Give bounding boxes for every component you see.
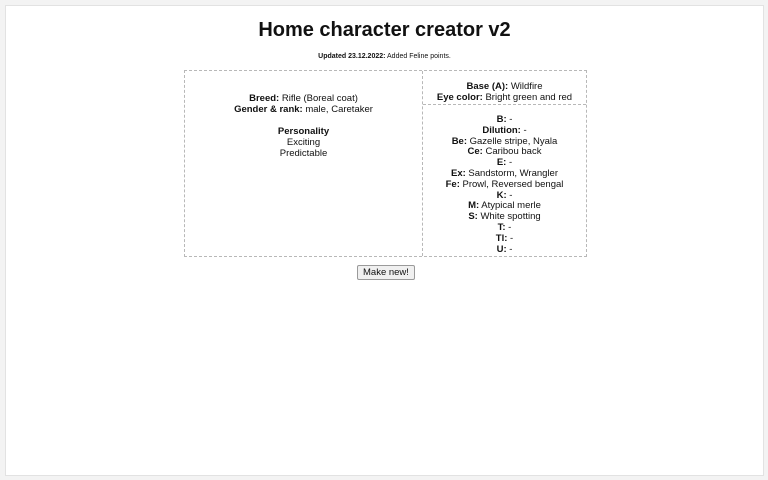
gene-label: E: [496, 157, 507, 169]
eye-color-value: Bright green and red [482, 91, 573, 103]
gene-label: T: [497, 221, 506, 233]
breed-value: Rifle (Boreal coat) [279, 93, 358, 104]
genes-section [423, 105, 586, 255]
gene-label: B: [496, 114, 507, 125]
gene-value: - [506, 243, 513, 255]
gene-label: K: [496, 189, 507, 201]
gene-label: Ex: [450, 167, 466, 179]
gene-label: Be: [451, 135, 467, 147]
character-info-cell [185, 71, 423, 256]
personality-heading: Personality [277, 126, 330, 137]
gene-value: Gazelle stripe, Nyala [467, 135, 558, 147]
gene-value: - [507, 232, 514, 244]
gene-value: - [520, 124, 527, 136]
gene-label: M: [468, 200, 480, 212]
page-container [5, 5, 764, 476]
gene-row-u [423, 245, 586, 256]
gene-value: Prowl, Reversed bengal [459, 178, 564, 190]
page-title: Home character creator v2 [258, 19, 511, 41]
gene-label: Tl: [495, 232, 508, 244]
update-note [6, 53, 763, 60]
gender-rank-label: Gender & rank: [234, 104, 303, 115]
eye-color-label: Eye color: [436, 91, 483, 103]
gene-value: Caribou back [482, 146, 542, 158]
breed-row [185, 93, 422, 104]
update-text: Added Feline points. [385, 53, 451, 60]
base-eye-section [423, 71, 586, 105]
make-new-button[interactable]: Make new! [357, 265, 415, 280]
character-result-table [184, 70, 587, 257]
gene-value: - [506, 189, 513, 201]
gene-value: Atypical merle [479, 200, 541, 212]
gene-value: Sandstorm, Wrangler [465, 167, 559, 179]
appearance-cell [423, 71, 586, 256]
gene-label: U: [496, 243, 507, 255]
base-label: Base (A): [466, 81, 509, 92]
personality-trait: Predictable [279, 148, 328, 159]
gene-label: S: [468, 211, 478, 223]
breed-label: Breed: [249, 93, 280, 104]
gender-rank-row [185, 104, 422, 115]
gene-value: White spotting [477, 211, 541, 223]
gender-rank-value: male, Caretaker [302, 104, 373, 115]
gene-value: - [506, 157, 513, 169]
gene-value: - [505, 221, 512, 233]
gene-value: - [506, 114, 513, 125]
gene-label: Fe: [445, 178, 460, 190]
gene-label: Ce: [467, 146, 483, 158]
personality-trait: Exciting [286, 137, 321, 148]
eye-color-row [423, 93, 586, 104]
gene-label: Dilution: [482, 124, 521, 136]
base-value: Wildfire [508, 81, 543, 92]
update-label: Updated 23.12.2022: [318, 53, 386, 60]
